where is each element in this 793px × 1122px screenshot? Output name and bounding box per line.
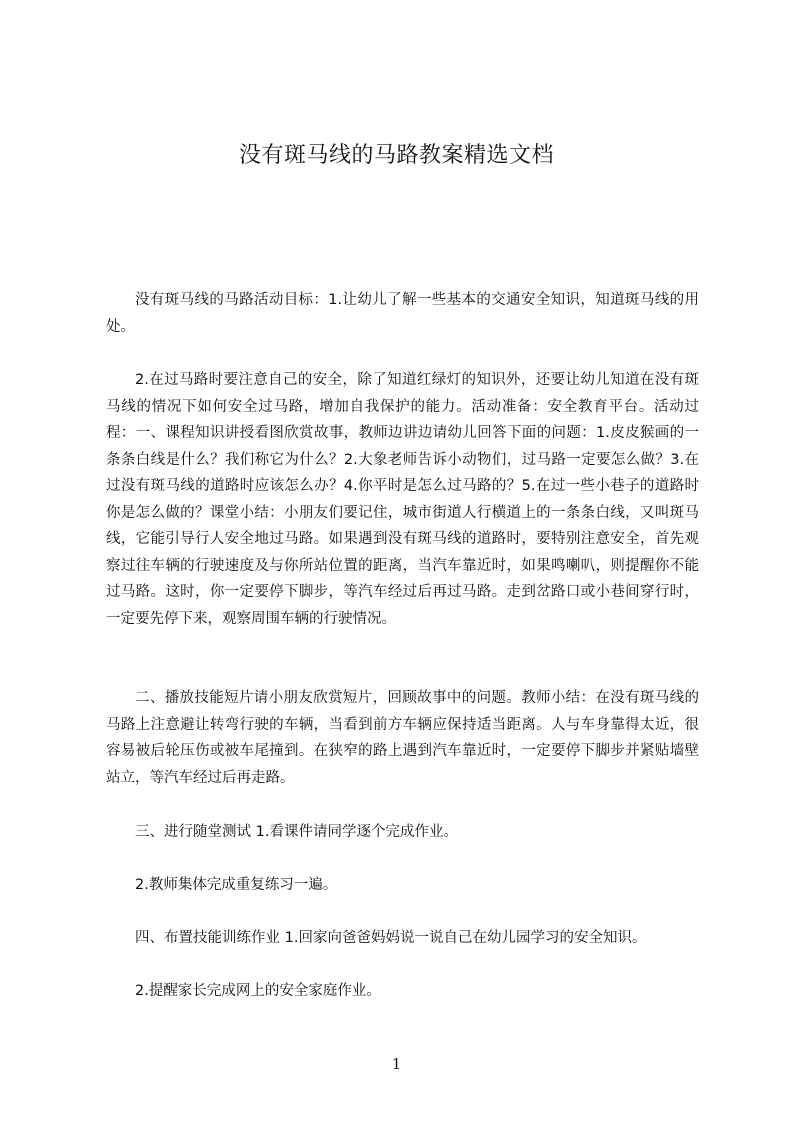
page-number: 1 bbox=[391, 1055, 402, 1073]
paragraph-video: 二、播放技能短片请小朋友欣赏短片，回顾故事中的问题。教师小结：在没有斑马线的马路上注意避让转弯行驶的车辆，当看到前方车辆应保持适当距离。人与车身靠得太近，很容易被后轮压伤或被车尾撞到。在狭窄的路上遇到汽车靠近时，一定要停下脚步并紧贴墙壁站立，等汽车经过后再走路。 bbox=[106, 690, 699, 786]
paragraph-homework: 四、布置技能训练作业 1.回家向爸爸妈妈说一说自己在幼儿园学习的安全知识。 bbox=[135, 930, 647, 946]
paragraph-parents: 2.提醒家长完成网上的安全家庭作业。 bbox=[135, 983, 381, 999]
paragraph-test: 三、进行随堂测试 1.看课件请同学逐个完成作业。 bbox=[135, 824, 458, 840]
document-title: 没有斑马线的马路教案精选文档 bbox=[238, 143, 554, 168]
paragraph-process: 2.在过马路时要注意自己的安全，除了知道红绿灯的知识外，还要让幼儿知道在没有斑马线的情况下如何安全过马路，增加自我保护的能力。活动准备：安全教育平台。活动过程：一、课程知识讲授看图欣赏故事，教师边讲边请幼儿回答下面的问题：1.皮皮猴画的一条条白线是什么？我们称它为什么？2.大象老师告诉小动物们，过马路一定要怎么做？3.在过没有斑马线的道路时应该怎么办？4.你平时是怎么过马路的？5.在过一些小巷子的道路时你是怎么做的？课堂小结：小朋友们要记住，城市街道人行横道上的一条条白线，又叫斑马线，它能引导行人安全地过马路。如果遇到没有斑马线的道路时，要特别注意安全，首先观察过往车辆的行驶速度及与你所站位置的距离，当汽车靠近时，如果鸣喇叭，则提醒你不能过马路。这时，你一定要停下脚步，等汽车经过后再过马路。走到岔路口或小巷间穿行时，一定要先停下来，观察周围车辆的行驶情况。 bbox=[106, 372, 699, 627]
paragraph-practice: 2.教师集体完成重复练习一遍。 bbox=[135, 877, 338, 893]
paragraph-objectives: 没有斑马线的马路活动目标：1.让幼儿了解一些基本的交通安全知识，知道斑马线的用处。 bbox=[106, 292, 699, 335]
